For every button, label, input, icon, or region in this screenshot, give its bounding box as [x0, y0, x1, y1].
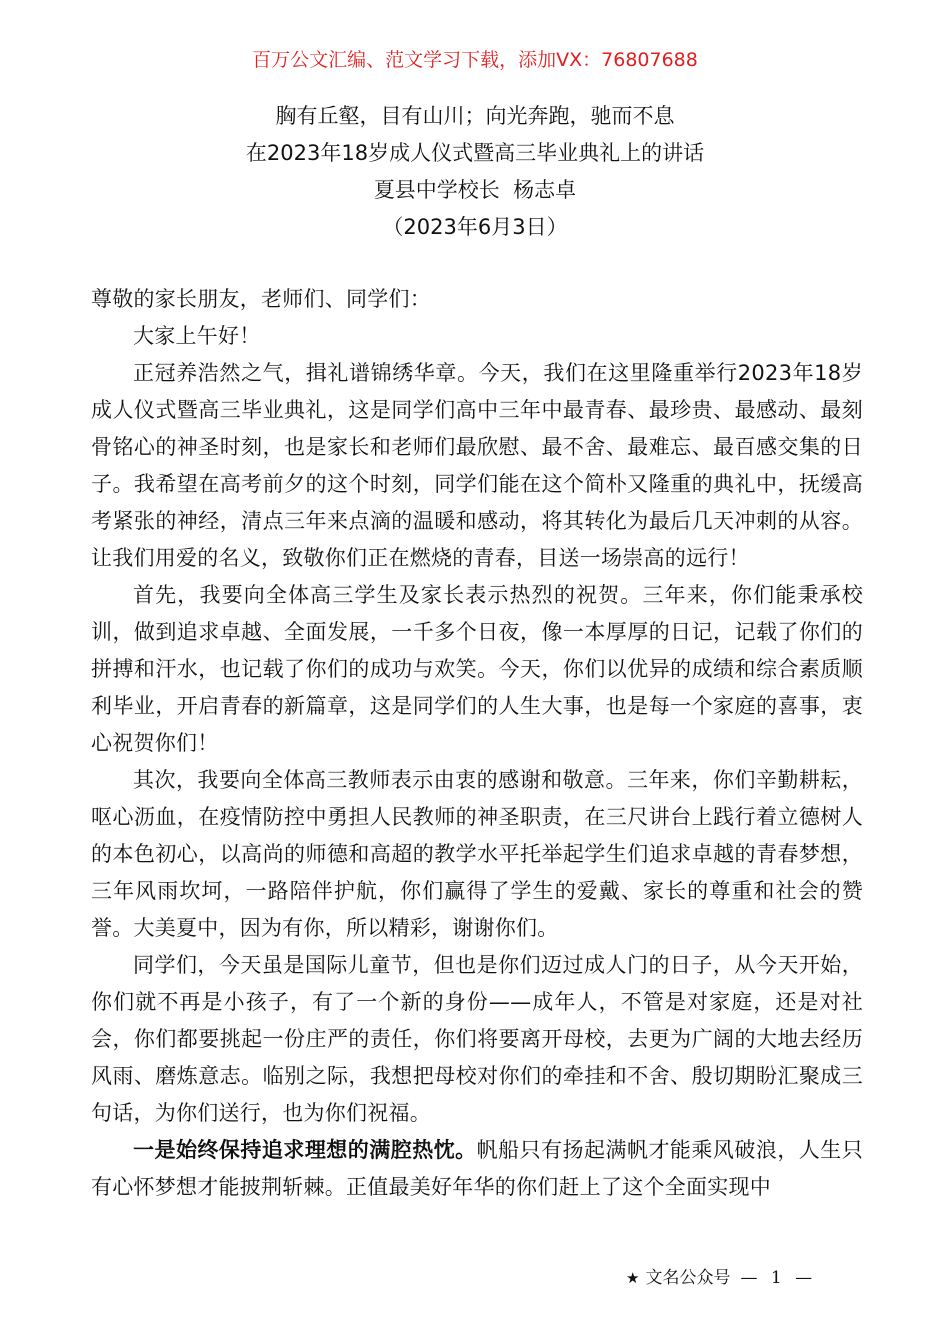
paragraph-opening: 正冠养浩然之气，揖礼谱锦绣华章。今天，我们在这里隆重举行2023年18岁成人仪式暨高三毕业典礼，这是同学们高中三年中最青春、最珍贵、最感动、最刻骨铭心的神圣时刻，也是家长和老师们最欣慰、最不舍、最难忘、最百感交集的日子。我希望在高考前夕的这个时刻，同学们能在这个简朴又隆重的典礼中，抚缓高考紧张的神经，清点三年来点滴的温暖和感动，将其转化为最后几天冲刺的从容。让我们用爱的名义，致敬你们正在燃烧的青春，目送一场崇高的远行！ [91, 361, 863, 570]
paragraph-point-one [91, 1132, 863, 1206]
title-block [0, 98, 950, 246]
paragraph-congratulations: 首先，我要向全体高三学生及家长表示热烈的祝贺。三年来，你们能秉承校训，做到追求卓越、全面发展，一千多个日夜，像一本厚厚的日记，记载了你们的拼搏和汗水，也记载了你们的成功与欢笑。今天，你们以优异的成绩和综合素质顺利毕业，开启青春的新篇章，这是同学们的人生大事，也是每一个家庭的喜事，衷心祝贺你们！ [91, 583, 863, 755]
speech-author: 夏县中学校长 杨志卓 [373, 178, 577, 202]
speech-body [91, 281, 863, 1206]
star-icon: ★ [626, 1269, 640, 1287]
footer-label: 文名公众号 [645, 1268, 731, 1288]
point-one-heading: 一是始终保持追求理想的满腔热忱。 [133, 1138, 477, 1162]
speech-title: 胸有丘壑，目有山川；向光奔跑，驰而不息 [275, 104, 675, 128]
greeting-paragraph: 大家上午好！ [133, 324, 261, 348]
watermark-banner: 百万公文汇编、范文学习下载，添加VX：76807688 [252, 49, 698, 71]
speech-date: （2023年6月3日） [382, 215, 568, 239]
page-number: — 1 — [740, 1268, 817, 1288]
paragraph-thanks-teachers: 其次，我要向全体高三教师表示由衷的感谢和敬意。三年来，你们辛勤耕耘，呕心沥血，在疫情防控中勇担人民教师的神圣职责，在三尺讲台上践行着立德树人的本色初心，以高尚的师德和高超的教学水平托举起学生们追求卓越的青春梦想，三年风雨坎坷，一路陪伴护航，你们赢得了学生的爱戴、家长的尊重和社会的赞誉。大美夏中，因为有你，所以精彩，谢谢你们。 [91, 768, 863, 940]
page-footer [626, 1266, 816, 1290]
salutation: 尊敬的家长朋友，老师们、同学们： [91, 287, 431, 311]
speech-subtitle: 在2023年18岁成人仪式暨高三毕业典礼上的讲话 [245, 141, 705, 165]
paragraph-coming-of-age: 同学们，今天虽是国际儿童节，但也是你们迈过成人门的日子，从今天开始，你们就不再是小孩子，有了一个新的身份——成年人，不管是对家庭，还是对社会，你们都要挑起一份庄严的责任，你们将要离开母校，去更为广阔的大地去经历风雨、磨炼意志。临别之际，我想把母校对你们的牵挂和不舍、殷切期盼汇聚成三句话，为你们送行，也为你们祝福。 [91, 953, 863, 1125]
point-one-text: 帆船只有扬起满帆才能乘风破浪，人生只有心怀梦想才能披荆斩棘。正值最美好年华的你们赶上了这个全面实现中 [91, 1138, 864, 1199]
